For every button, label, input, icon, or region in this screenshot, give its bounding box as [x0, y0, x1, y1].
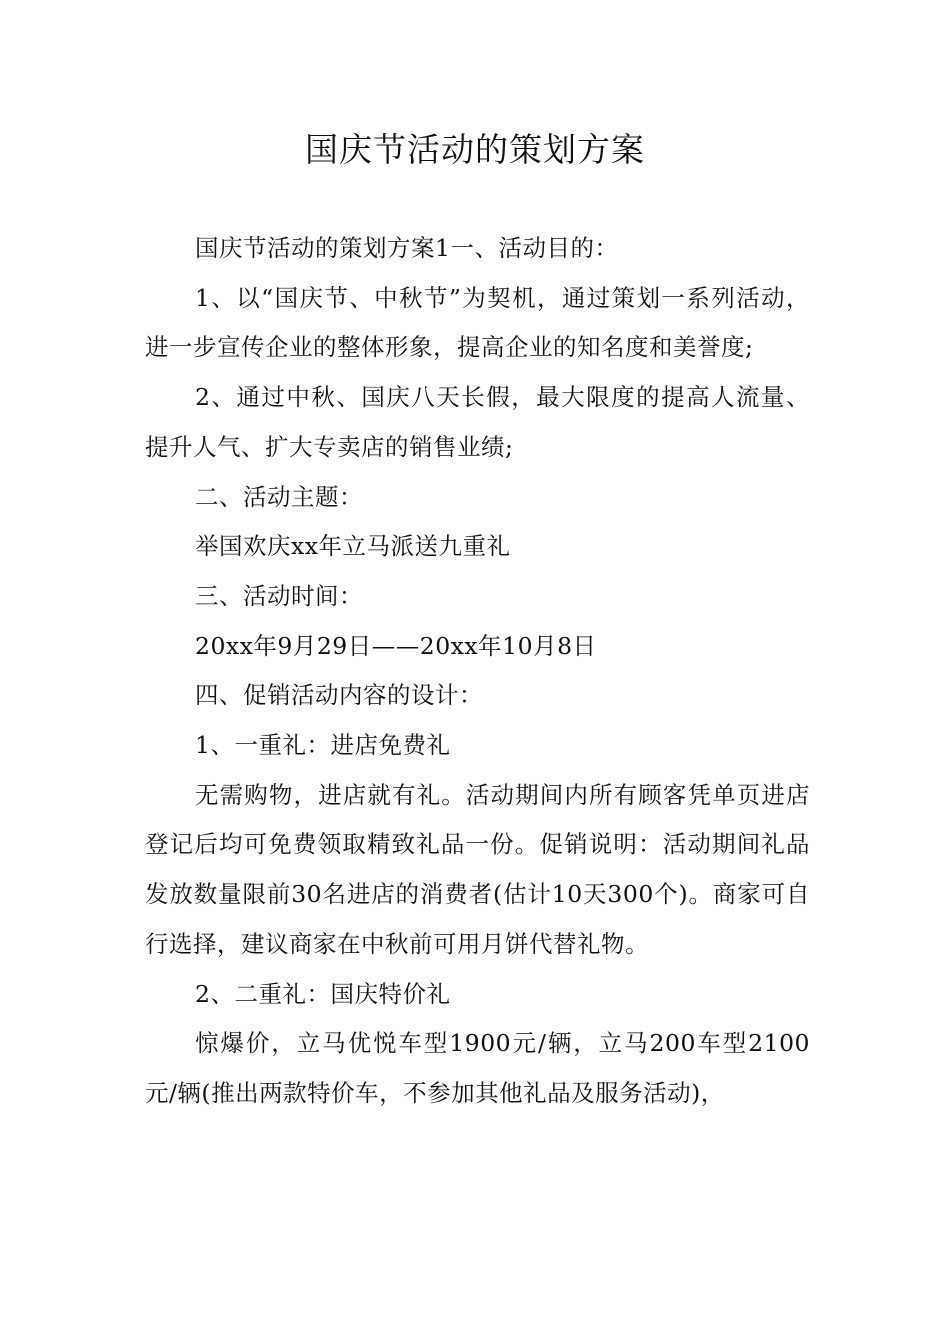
- section-heading: 四、促销活动内容的设计：: [195, 681, 483, 710]
- paragraph: 惊爆价，立马优悦车型1900元/辆，立马200车型2100元/辆(推出两款特价车，不参加其他礼品及服务活动)，: [145, 1029, 810, 1107]
- paragraph: 无需购物，进店就有礼。活动期间内所有顾客凭单页进店登记后均可免费领取精致礼品一份。促销说明：活动期间礼品发放数量限前30名进店的消费者(估计10天300个)。商家可自行选择，建议商家在中秋前可用月饼代替礼物。: [145, 780, 810, 958]
- document-body: [145, 224, 810, 1119]
- paragraph: 2、二重礼：国庆特价礼: [195, 979, 451, 1008]
- paragraph: 举国欢庆xx年立马派送九重礼: [195, 532, 511, 561]
- paragraph: 1、一重礼：进店免费礼: [195, 731, 451, 760]
- section-heading: 三、活动时间：: [195, 581, 363, 610]
- paragraph: 国庆节活动的策划方案1一、活动目的：: [195, 234, 619, 262]
- paragraph: 20xx年9月29日——20xx年10月8日: [195, 631, 597, 660]
- section-heading: 二、活动主题：: [195, 482, 363, 511]
- document-title: 国庆节活动的策划方案: [305, 130, 645, 169]
- paragraph: 1、以“国庆节、中秋节”为契机，通过策划一系列活动，进一步宣传企业的整体形象，提高企业的知名度和美誉度;: [145, 283, 810, 362]
- paragraph: 2、通过中秋、国庆八天长假，最大限度的提高人流量、提升人气、扩大专卖店的销售业绩;: [145, 383, 810, 461]
